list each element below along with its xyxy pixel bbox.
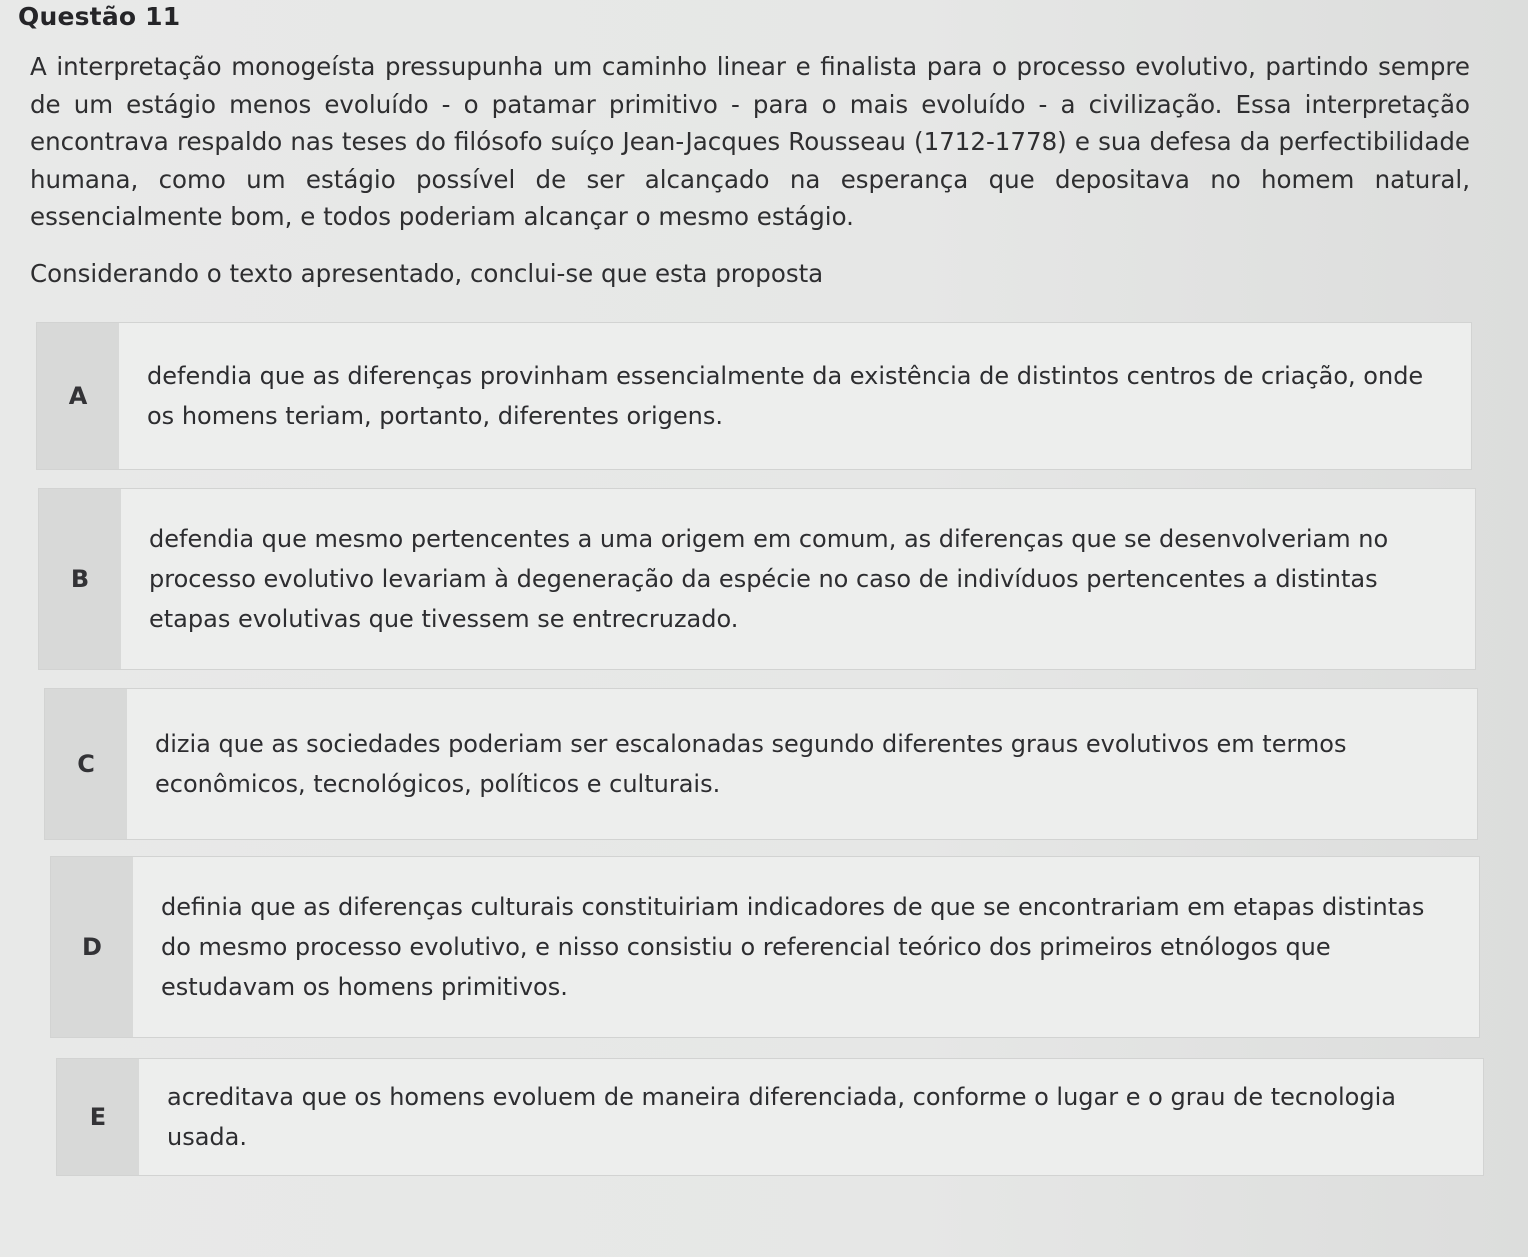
- option-letter-d: D: [51, 857, 133, 1037]
- option-text-c: dizia que as sociedades poderiam ser escalonadas segundo diferentes graus evolutivos em termos econômicos, tecnológicos, políticos e culturais.: [155, 730, 1347, 798]
- option-text-e: acreditava que os homens evoluem de maneira diferenciada, conforme o lugar e o grau de tecnologia usada.: [167, 1083, 1396, 1151]
- option-c[interactable]: [44, 688, 1478, 840]
- option-a[interactable]: [36, 322, 1472, 470]
- option-text-d: definia que as diferenças culturais constituiriam indicadores de que se encontrariam em etapas distintas do mesmo processo evolutivo, e nisso consistiu o referencial teórico dos primeiros etnólogos que estudavam os homens primitivos.: [161, 893, 1425, 1001]
- question-title: Questão 11: [18, 2, 181, 31]
- option-e[interactable]: [56, 1058, 1484, 1176]
- option-letter-a: A: [37, 323, 119, 469]
- option-letter-b: B: [39, 489, 121, 669]
- option-b[interactable]: [38, 488, 1476, 670]
- option-d[interactable]: [50, 856, 1480, 1038]
- question-prompt: Considerando o texto apresentado, conclui-se que esta proposta: [30, 259, 824, 288]
- option-letter-c: C: [45, 689, 127, 839]
- question-stem: A interpretação monogeísta pressupunha um caminho linear e finalista para o processo evolutivo, partindo sempre de um estágio menos evoluído - o patamar primitivo - para o mais evoluído - a civilização. Essa interpretação encontrava respaldo nas teses do filósofo suíço Jean-Jacques Rousseau (1712-1778) e sua defesa da perfectibilidade humana, como um estágio possível de ser alcançado na esperança que depositava no homem natural, essencialmente bom, e todos poderiam alcançar o mesmo estágio.: [30, 52, 1470, 231]
- option-text-b: defendia que mesmo pertencentes a uma origem em comum, as diferenças que se desenvolveriam no processo evolutivo levariam à degeneração da espécie no caso de indivíduos pertencentes a distintas etapas evolutivas que tivessem se entrecruzado.: [149, 525, 1389, 633]
- option-letter-e: E: [57, 1059, 139, 1175]
- option-text-a: defendia que as diferenças provinham essencialmente da existência de distintos centros de criação, onde os homens teriam, portanto, diferentes origens.: [147, 362, 1424, 430]
